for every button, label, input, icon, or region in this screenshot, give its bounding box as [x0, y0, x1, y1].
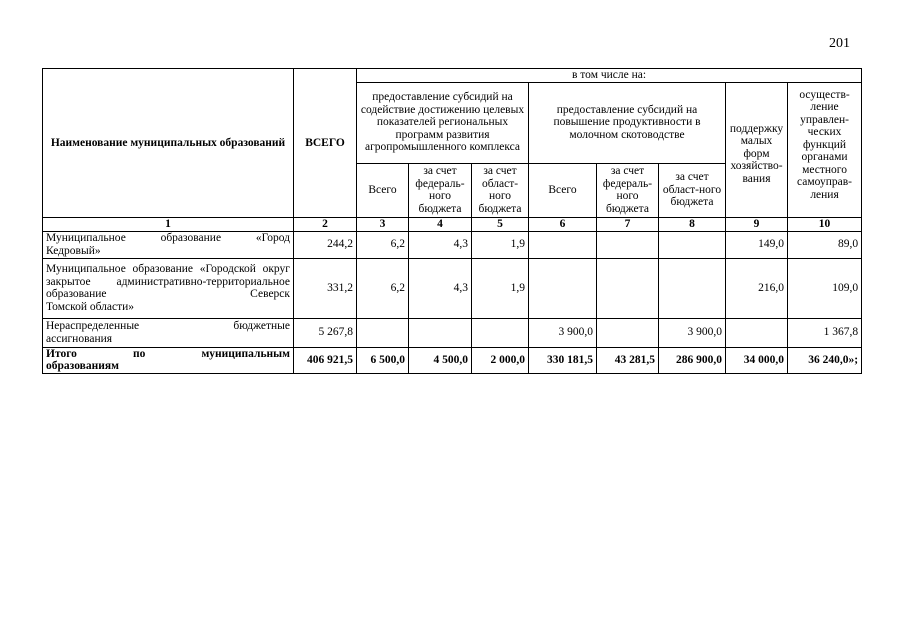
- total-name-main: Итого по муниципальным: [46, 347, 290, 360]
- total-cell-total: 406 921,5: [294, 347, 357, 373]
- cell-g2-regional: [659, 258, 726, 318]
- column-number: 2: [294, 217, 357, 231]
- header-g2-federal: за счет федераль-ного бюджета: [597, 163, 659, 217]
- cell-g1-regional: 1,9: [472, 258, 529, 318]
- header-g1-regional: за счет област-ного бюджета: [472, 163, 529, 217]
- table-row: [43, 258, 862, 318]
- cell-g1-regional: 1,9: [472, 231, 529, 258]
- column-number: 10: [788, 217, 862, 231]
- cell-g2-regional: 3 900,0: [659, 318, 726, 347]
- total-cell-small-farms: 34 000,0: [726, 347, 788, 373]
- page-number: 201: [829, 36, 850, 51]
- header-g2-total: Всего: [529, 163, 597, 217]
- cell-g1-federal: 4,3: [409, 231, 472, 258]
- cell-g2-total: [529, 231, 597, 258]
- cell-g1-total: 6,2: [357, 231, 409, 258]
- row-name-last: ассигнования: [46, 332, 113, 345]
- cell-total: 331,2: [294, 258, 357, 318]
- budget-table: [42, 68, 862, 374]
- total-cell-g2-federal: 43 281,5: [597, 347, 659, 373]
- cell-g1-total: 6,2: [357, 258, 409, 318]
- cell-management: 89,0: [788, 231, 862, 258]
- header-including: в том числе на:: [357, 69, 862, 83]
- row-name: [43, 318, 294, 347]
- cell-management: 1 367,8: [788, 318, 862, 347]
- row-name-main: Муниципальное образование «Город: [46, 232, 290, 244]
- column-number: 4: [409, 217, 472, 231]
- cell-g2-federal: [597, 231, 659, 258]
- row-name-last: Томской области»: [46, 300, 135, 313]
- total-cell-g1-federal: 4 500,0: [409, 347, 472, 373]
- cell-g2-federal: [597, 318, 659, 347]
- header-management-functions: осуществ-ление управлен-ческих функций органами местного самоуправ-ления: [788, 82, 862, 217]
- total-row-name: [43, 347, 294, 373]
- header-g1-federal: за счет федераль-ного бюджета: [409, 163, 472, 217]
- total-cell-g2-regional: 286 900,0: [659, 347, 726, 373]
- header-g1-total: Всего: [357, 163, 409, 217]
- column-number: 6: [529, 217, 597, 231]
- cell-total: 5 267,8: [294, 318, 357, 347]
- cell-g2-regional: [659, 231, 726, 258]
- row-name-main: Нераспределенные бюджетные: [46, 320, 290, 332]
- header-total: ВСЕГО: [294, 69, 357, 218]
- header-small-farms: поддержку малых форм хозяйство-вания: [726, 82, 788, 217]
- table-row: [43, 318, 862, 347]
- column-number: 1: [43, 217, 294, 231]
- table-row: [43, 231, 862, 258]
- column-number: 9: [726, 217, 788, 231]
- column-number: 8: [659, 217, 726, 231]
- column-number: 5: [472, 217, 529, 231]
- total-cell-management: 36 240,0»;: [788, 347, 862, 373]
- cell-g2-federal: [597, 258, 659, 318]
- total-name-last: образованиям: [46, 360, 119, 372]
- cell-g1-total: [357, 318, 409, 347]
- column-number: 3: [357, 217, 409, 231]
- total-cell-g1-regional: 2 000,0: [472, 347, 529, 373]
- total-cell-g2-total: 330 181,5: [529, 347, 597, 373]
- row-name-main: Муниципальное образование «Городской округ закрытое административно-территориальное образование Северск: [46, 263, 290, 300]
- row-name: [43, 231, 294, 258]
- cell-g1-regional: [472, 318, 529, 347]
- header-municipality: Наименование муниципальных образований: [43, 69, 294, 218]
- row-name-last: Кедровый»: [46, 244, 101, 257]
- cell-g1-federal: 4,3: [409, 258, 472, 318]
- column-number: 7: [597, 217, 659, 231]
- total-row: [43, 347, 862, 373]
- cell-g1-federal: [409, 318, 472, 347]
- column-number-row: [43, 217, 862, 231]
- cell-small-farms: 149,0: [726, 231, 788, 258]
- row-name: [43, 258, 294, 318]
- cell-g2-total: [529, 258, 597, 318]
- cell-g2-total: 3 900,0: [529, 318, 597, 347]
- header-group-agro-subsidies: предоставление субсидий на содействие достижению целевых показателей региональных программ развития агропромышленного комплекса: [357, 82, 529, 163]
- cell-management: 109,0: [788, 258, 862, 318]
- header-group-dairy-subsidies: предоставление субсидий на повышение продуктивности в молочном скотоводстве: [529, 82, 726, 163]
- cell-total: 244,2: [294, 231, 357, 258]
- header-g2-regional: за счет област-ного бюджета: [659, 163, 726, 217]
- cell-small-farms: 216,0: [726, 258, 788, 318]
- cell-small-farms: [726, 318, 788, 347]
- total-cell-g1-total: 6 500,0: [357, 347, 409, 373]
